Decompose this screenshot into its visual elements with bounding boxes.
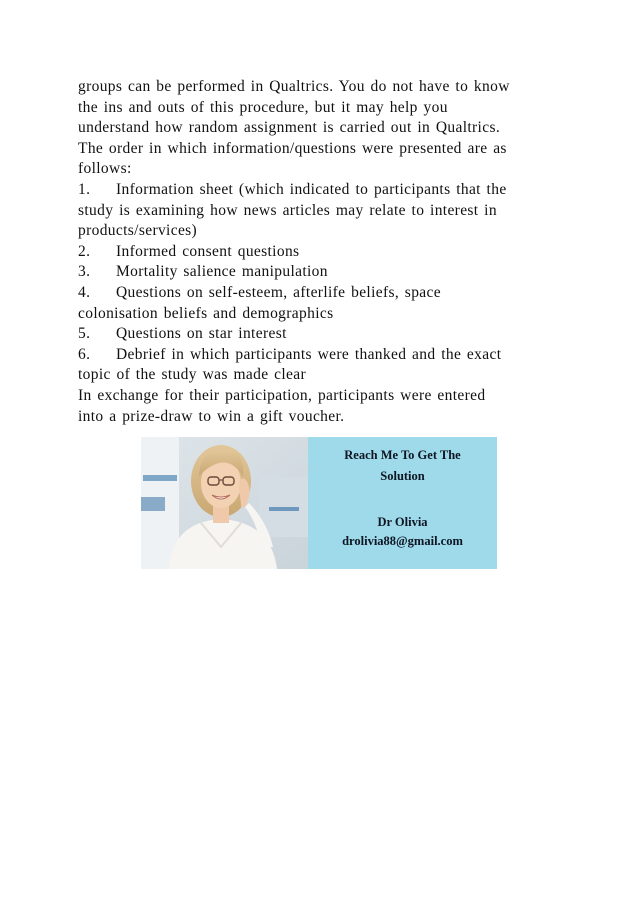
- list-item-continuation: study is examining how news articles may relate to interest in: [78, 201, 497, 219]
- ad-headline-2: Solution: [380, 469, 425, 483]
- list-item: [78, 324, 558, 345]
- contact-email[interactable]: drolivia88@gmail.com: [342, 534, 463, 548]
- list-item: [78, 283, 558, 304]
- list-item-text: Informed consent questions: [116, 242, 300, 260]
- list-item-text: Mortality salience manipulation: [116, 263, 328, 281]
- list-item-text: Questions on self-esteem, afterlife beliefs, space: [116, 283, 441, 301]
- body-text: [78, 77, 558, 427]
- list-number: 6.: [78, 345, 91, 363]
- list-number: 1.: [78, 180, 91, 198]
- contact-ad-banner[interactable]: [141, 437, 497, 569]
- paragraph-line: In exchange for their participation, participants were entered: [78, 386, 486, 404]
- contact-name: Dr Olivia: [377, 515, 428, 529]
- paragraph-line: groups can be performed in Qualtrics. You do not have to know: [78, 78, 510, 95]
- list-item: [78, 345, 558, 366]
- list-item-text: Information sheet (which indicated to participants that the: [116, 180, 507, 198]
- ad-headline: Reach Me To Get The: [344, 448, 461, 462]
- contact-panel: [308, 437, 497, 569]
- list-number: 5.: [78, 325, 91, 343]
- paragraph-line: into a prize-draw to win a gift voucher.: [78, 407, 345, 425]
- woman-portrait-photo: [141, 437, 309, 569]
- list-number: 3.: [78, 263, 91, 281]
- list-item: [78, 242, 558, 263]
- paragraph-line: the ins and outs of this procedure, but it may help you: [78, 98, 448, 116]
- list-number: 2.: [78, 242, 91, 260]
- list-item-continuation: topic of the study was made clear: [78, 366, 307, 384]
- list-number: 4.: [78, 283, 91, 301]
- list-item: [78, 180, 558, 201]
- list-item-continuation: products/services): [78, 222, 198, 240]
- list-item-text: Debrief in which participants were thanked and the exact: [116, 345, 502, 363]
- list-item-text: Questions on star interest: [116, 325, 287, 343]
- list-item: [78, 262, 558, 283]
- list-item-continuation: colonisation beliefs and demographics: [78, 304, 334, 322]
- paragraph-line: follows:: [78, 160, 132, 178]
- paragraph-line: understand how random assignment is carried out in Qualtrics.: [78, 119, 501, 137]
- paragraph-line: The order in which information/questions were presented are as: [78, 139, 507, 157]
